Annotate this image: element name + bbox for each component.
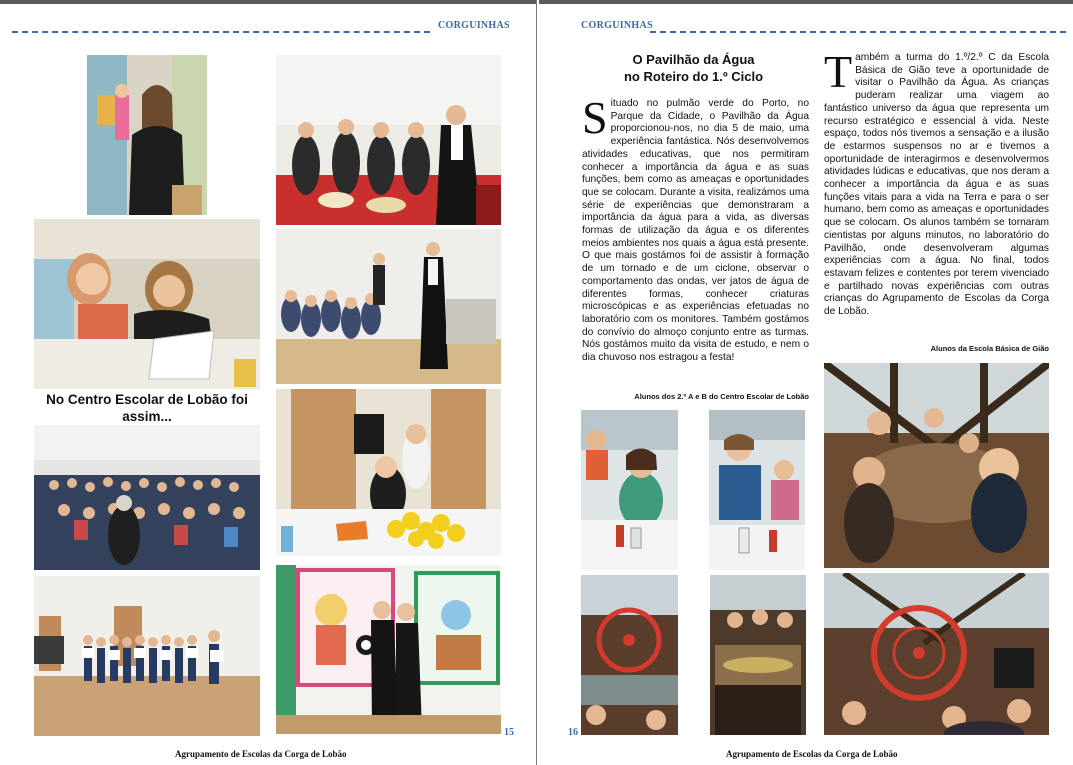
section-label: CORGUINHAS	[581, 20, 653, 31]
photo-two-women-mural	[276, 565, 501, 734]
photo-teacher-with-doll	[87, 55, 207, 215]
dropcap: S	[582, 92, 608, 143]
page-footer: Agrupamento de Escolas da Corga de Lobão	[175, 749, 347, 759]
photo-lab-boy-experiment	[709, 410, 805, 570]
article-title: O Pavilhão da Água no Roteiro do 1.º Ciclo	[623, 52, 764, 84]
photo-pavilion-wheel-left	[581, 575, 678, 735]
column-1-signature: Alunos dos 2.º A e B do Centro Escolar de Lobão	[634, 392, 809, 401]
column-1-text: ituado no pulmão verde do Porto, no Parque da Cidade, o Pavilhão da Água proporcionou-nos, no dia 5 de maio, uma experiência fantástica. Nós desenvolvemos atividades educativas, que nos permitiram conhecer a importância da água e as suas funções, bem como as ameaças e oportunidades que se colocam. Durante a visita, realizámos uma série de experiências que demonstraram a importância da água para a vida, as diversas formas de utilização da água e os diferentes meios ambientes nos quais a água está presente. O que mais gostámos foi de assistir à formação de um tornado e de um ciclone, observar o comportamento das ondas, ver jatos de água de diferentes formas, conhecer criaturas microscópicas e as experiências efetuadas no laboratório com os monitores. Também gostámos do convívio do almoço conjunto entre as turmas. Nós gostámos muito da visita de estudo, e nem o dia chuvoso nos estragou a festa!	[582, 98, 809, 364]
article-column-2	[824, 46, 1049, 319]
article-column-1	[582, 92, 809, 365]
photo-group-at-table	[276, 55, 501, 225]
photo-caption: No Centro Escolar de Lobão foi assim...	[46, 392, 248, 424]
photo-children-line-drawings	[34, 576, 260, 736]
section-label: CORGUINHAS	[438, 20, 510, 31]
header-dashed-rule	[12, 31, 430, 33]
column-2-signature: Alunos da Escola Básica de Gião	[930, 344, 1049, 353]
photo-girl-with-author	[34, 219, 260, 389]
photo-pavilion-dome-children	[824, 363, 1049, 568]
right-page	[537, 0, 1073, 765]
photo-pavilion-tank	[710, 575, 806, 735]
top-rule	[0, 0, 537, 4]
column-2-text: ambém a turma do 1.º/2.º C da Escola Básica de Gião teve a oportunidade de visitar o Pavilhão da Água. As crianças puderam realizar uma viagem ao fantástico universo da água que representa um recurso estratégico e essencial à vida. Neste espaço, todos nós tivemos a sensação e a ilusão de estarmos suspensos no ar e tivemos a oportunidade de interagirmos e desenvolvermos atividades lúdicas e educativas, que nos deram a conhecer a importância da água e as suas funções vitais para a vida na Terra e para o ser humano, bem como as ameaças e oportunidades que se colocam. Os alunos também se tornaram cientistas por alguns minutos, no laboratório do Pavilhão, onde desenvolveram algumas experiências com a água. No final, todos estavam felizes e contentes por terem vivenciado e partilhado novas experiências com outras crianças do Agrupamento de Escolas da Corga de Lobão.	[824, 52, 1049, 318]
photo-lab-girl-experiment	[581, 410, 678, 570]
header-dashed-rule	[650, 31, 1066, 33]
page-footer: Agrupamento de Escolas da Corga de Lobão	[726, 749, 898, 759]
page-number: 15	[504, 727, 514, 738]
photo-author-signing-flowers	[276, 389, 501, 556]
page-number: 16	[568, 727, 578, 738]
photo-children-seated-audience	[276, 229, 501, 384]
photo-pavilion-wheel-crowd	[824, 573, 1049, 735]
photo-auditorium-children	[34, 425, 260, 570]
top-rule	[539, 0, 1073, 4]
dropcap: T	[824, 46, 853, 97]
